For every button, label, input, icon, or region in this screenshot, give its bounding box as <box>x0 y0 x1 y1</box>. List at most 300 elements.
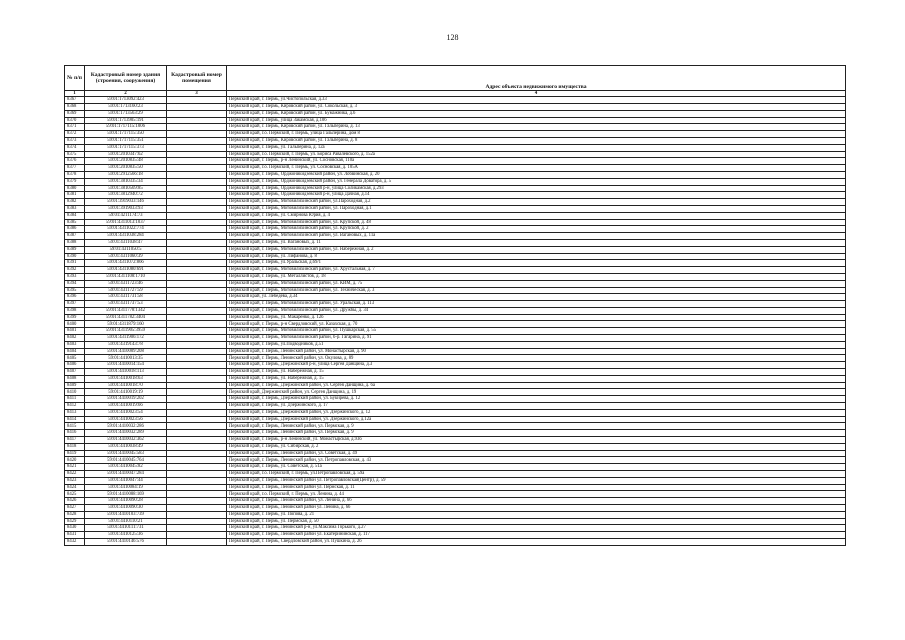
table-row <box>65 212 846 219</box>
address-cell: Пермский край, г. Пермь, Орджоникидзевский р-н, улица Дачная, д.14 <box>227 192 846 199</box>
table-row <box>65 137 846 144</box>
address-cell: Пермский край, г. Пермь, Мотовилихинский район, ул. Пушкарская, д. 55 <box>227 328 846 335</box>
table-row <box>65 253 846 260</box>
premises-cadastral-number-cell <box>167 382 227 389</box>
address-cell: Пермский край, г. Пермь, ул. Советская, д. 51а <box>227 464 846 471</box>
address-cell: Пермский край, г. Пермь, ул. Смирнова Юрия, д. 4 <box>227 212 846 219</box>
building-cadastral-number-cell: 59:01:4311072:866 <box>85 260 167 267</box>
table-row <box>65 294 846 301</box>
building-cadastral-number-cell: 59:01:4410018:70 <box>85 382 167 389</box>
address-cell: Пермский край, г. Пермь, Свердловский район, ул. Пушкина, д. 26 <box>227 538 846 545</box>
address-cell: Пермский край, г. Пермь, Ленинский район ул. Ленина, д. 66 <box>227 505 846 512</box>
premises-cadastral-number-cell <box>167 219 227 226</box>
address-cell: Пермский край, г. Пермь, Дзержинский район, ул. Букирева, д. 12 <box>227 396 846 403</box>
premises-cadastral-number-cell <box>167 131 227 138</box>
premises-cadastral-number-cell <box>167 110 227 117</box>
address-cell: Пермский край, г. Пермь, ул.Подводников, д.51 <box>227 341 846 348</box>
premises-cadastral-number-cell <box>167 416 227 423</box>
table-row <box>65 165 846 172</box>
building-cadastral-number-cell: 59:01:4410045:764 <box>85 457 167 464</box>
premises-cadastral-number-cell <box>167 171 227 178</box>
row-number-cell: 8386 <box>65 226 85 233</box>
building-cadastral-number-cell: 59:01:4410038:49 <box>85 443 167 450</box>
table-row <box>65 403 846 410</box>
table-row <box>65 382 846 389</box>
premises-cadastral-number-cell <box>167 464 227 471</box>
address-cell: Пермский край, г. Пермь, ул. Набережная, д. 15 <box>227 369 846 376</box>
table-row <box>65 416 846 423</box>
premises-cadastral-number-cell <box>167 328 227 335</box>
premises-cadastral-number-cell <box>167 158 227 165</box>
row-number-cell: 8400 <box>65 321 85 328</box>
premises-cadastral-number-cell <box>167 124 227 131</box>
address-cell: Пермский край, г.о. Пермский, г. Пермь, ул. Сосновская, д. 105А <box>227 165 846 172</box>
table-row <box>65 131 846 138</box>
row-number-cell: 8383 <box>65 205 85 212</box>
address-cell: Пермский край, г. Пермь, Мотовилихинский район, ул. Набережная, д. 2 <box>227 246 846 253</box>
address-cell: Пермский край, г. Пермь, ул. Макаренко, д. 12б <box>227 314 846 321</box>
table-row <box>65 287 846 294</box>
address-cell: Пермский край, г. Пермь, Ленинский район ул. Екатерининская, д. 117 <box>227 532 846 539</box>
premises-cadastral-number-cell <box>167 450 227 457</box>
building-cadastral-number-cell: 59:01:4410019:202 <box>85 396 167 403</box>
row-number-cell: 8410 <box>65 389 85 396</box>
table-row <box>65 97 846 104</box>
address-cell: Пермский край, г. Пермь, Ленинский район, ул. Советская, д. 49 <box>227 450 846 457</box>
address-cell: Пермский край, г. Пермь, Ленинский район, ул. Ленина, д. 66 <box>227 498 846 505</box>
row-number-cell: 8392 <box>65 267 85 274</box>
address-cell: Пермский край, г.о. Пермский, г. Пермь, ул. Бориса Равалевского, д. 152а <box>227 151 846 158</box>
premises-cadastral-number-cell <box>167 246 227 253</box>
building-cadastral-number-cell: 59:01:4410019:66 <box>85 403 167 410</box>
row-number-cell: 8395 <box>65 287 85 294</box>
premises-cadastral-number-cell <box>167 239 227 246</box>
premises-cadastral-number-cell <box>167 505 227 512</box>
address-cell: Пермский край, г. Пермь, ул. Лифанова, д. 8 <box>227 253 846 260</box>
premises-cadastral-number-cell <box>167 525 227 532</box>
row-number-cell: 8424 <box>65 484 85 491</box>
building-cadastral-number-cell: 59:01:4319143:78 <box>85 341 167 348</box>
row-number-cell: 8403 <box>65 341 85 348</box>
address-cell: Пермский край, г. Пермь, Кировский район, ул. Гальперина, д. 13 <box>227 124 846 131</box>
building-cadastral-number-cell: 59:01:3810335:34 <box>85 178 167 185</box>
premises-cadastral-number-cell <box>167 97 227 104</box>
premises-cadastral-number-cell <box>167 430 227 437</box>
premises-cadastral-number-cell <box>167 151 227 158</box>
address-cell: Пермский край, г. Пермь, Ленинский район ул. Петропавловская(Центр), д. 59 <box>227 477 846 484</box>
row-number-cell: 8404 <box>65 348 85 355</box>
address-cell: Пермский край, г. Пермь, Мотовилихинский район, ул. Дружбы, д. 34 <box>227 307 846 314</box>
table-row <box>65 511 846 518</box>
building-cadastral-number-cell: 59:01:4311038:47 <box>85 239 167 246</box>
premises-cadastral-number-cell <box>167 165 227 172</box>
address-cell: Пермский край, г. Пермь, Дзержинский район, ул. Сергея Данщина, д. 6а <box>227 382 846 389</box>
premises-cadastral-number-cell <box>167 423 227 430</box>
row-number-cell: 8380 <box>65 185 85 192</box>
row-number-cell: 8378 <box>65 171 85 178</box>
table-row <box>65 430 846 437</box>
row-number-cell: 8425 <box>65 491 85 498</box>
address-cell: Пермский край, Дзержинский район, ул. Сергея Данщина, д. 19 <box>227 389 846 396</box>
row-number-cell: 8370 <box>65 117 85 124</box>
column-number: 1 <box>65 91 85 97</box>
premises-cadastral-number-cell <box>167 226 227 233</box>
premises-cadastral-number-cell <box>167 518 227 525</box>
building-cadastral-number-cell: 59:01:3810569:85 <box>85 185 167 192</box>
table-row <box>65 471 846 478</box>
building-cadastral-number-cell: 59:01:4211174:73 <box>85 212 167 219</box>
table-row <box>65 457 846 464</box>
premises-cadastral-number-cell <box>167 260 227 267</box>
premises-cadastral-number-cell <box>167 477 227 484</box>
building-cadastral-number-cell: 59:01:4311038:284 <box>85 233 167 240</box>
row-number-cell: 8376 <box>65 158 85 165</box>
address-cell: Пермский край, г. Пермь, Ленинский район, ул. Петропавловская, д. 43 <box>227 457 846 464</box>
premises-cadastral-number-cell <box>167 307 227 314</box>
row-number-cell: 8414 <box>65 416 85 423</box>
table-row <box>65 355 846 362</box>
row-number-cell: 8382 <box>65 199 85 206</box>
premises-cadastral-number-cell <box>167 409 227 416</box>
address-cell: Пермский край, г. Пермь, р-н Ленинский, ул. Сосновская, 110а <box>227 158 846 165</box>
address-cell: Пермский край, г. Пермь, Мотовилихинский район, б-р. Гагарина, д. 91 <box>227 335 846 342</box>
row-number-cell: 8408 <box>65 375 85 382</box>
address-cell: Пермский край, г. Пермь, ул. Попова, д. 21 <box>227 511 846 518</box>
row-number-cell: 8418 <box>65 443 85 450</box>
row-number-cell: 8397 <box>65 301 85 308</box>
table-row <box>65 246 846 253</box>
address-cell: Пермский край, г. Пермь, Дзержинский р-н, улица Сергея Данщина, д.3 <box>227 362 846 369</box>
building-cadastral-number-cell: 59:01:3919033:146 <box>85 199 167 206</box>
building-cadastral-number-cell: 59:01:4410103:739 <box>85 511 167 518</box>
building-cadastral-number-cell: 59:01:4410032:362 <box>85 437 167 444</box>
address-cell: Пермский край, г. Пермь, ул.Чистопольская, д.33 <box>227 97 846 104</box>
address-cell: Пермский край, г. Пермь, Мотовилихинский район, ул. Вагановых, д. 11а <box>227 233 846 240</box>
row-number-cell: 8393 <box>65 273 85 280</box>
table-row <box>65 321 846 328</box>
premises-cadastral-number-cell <box>167 185 227 192</box>
row-number-cell: 8407 <box>65 369 85 376</box>
table-row <box>65 314 846 321</box>
building-cadastral-number-cell: 59:01:4311906:172 <box>85 335 167 342</box>
premises-cadastral-number-cell <box>167 362 227 369</box>
premises-cadastral-number-cell <box>167 484 227 491</box>
table-row <box>65 464 846 471</box>
table-row <box>65 226 846 233</box>
premises-cadastral-number-cell <box>167 355 227 362</box>
table-row <box>65 192 846 199</box>
address-cell: Пермский край, г. Пермь, Ленинский район, ул. Пермская, д. 9 <box>227 430 846 437</box>
row-number-cell: 8387 <box>65 233 85 240</box>
premises-cadastral-number-cell <box>167 437 227 444</box>
address-cell: Пермский край, г. Пермь, Дзержинский район, ул. Дзержинского, д.12а <box>227 416 846 423</box>
premises-cadastral-number-cell <box>167 117 227 124</box>
building-cadastral-number-cell: 59:01:4410032:289 <box>85 430 167 437</box>
address-cell: Пермский край, г. Пермь, Кировский район, ул. Гальперина, д. 8 <box>227 137 846 144</box>
building-cadastral-number-cell: 59:01:1717115:1006 <box>85 124 167 131</box>
address-cell: Пермский край, г. Пермь, Мотовилихинский район, ул. Техническая, д. 3 <box>227 287 846 294</box>
table-row <box>65 110 846 117</box>
property-registry-table <box>64 65 846 546</box>
address-cell: Пермский край, г. Пермь, ул. Гальперина, д. 12а <box>227 144 846 151</box>
address-cell: Пермский край, г. Пермь, Мотовилихинский район, ул. Пароходная, д.1 <box>227 205 846 212</box>
table-row <box>65 437 846 444</box>
row-number-cell: 8385 <box>65 219 85 226</box>
building-cadastral-number-cell: 59:01:4311879:160 <box>85 321 167 328</box>
row-number-cell: 8381 <box>65 192 85 199</box>
building-cadastral-number-cell: 59:01:4410111:731 <box>85 525 167 532</box>
premises-cadastral-number-cell <box>167 443 227 450</box>
address-cell: Пермский край, г. Пермь, Ленинский район, ул. Пермская, д. 9 <box>227 423 846 430</box>
row-number-cell: 8417 <box>65 437 85 444</box>
table-row <box>65 505 846 512</box>
premises-cadastral-number-cell <box>167 273 227 280</box>
row-number-cell: 8375 <box>65 151 85 158</box>
table-row <box>65 171 846 178</box>
row-number-cell: 8379 <box>65 178 85 185</box>
row-number-cell: 8389 <box>65 246 85 253</box>
building-cadastral-number-cell: 59:01:4410023:54 <box>85 409 167 416</box>
row-number-cell: 8420 <box>65 457 85 464</box>
table-row <box>65 205 846 212</box>
row-number-cell: 8412 <box>65 403 85 410</box>
table-row <box>65 369 846 376</box>
premises-cadastral-number-cell <box>167 212 227 219</box>
building-cadastral-number-cell: 59:01:4311778:1342 <box>85 307 167 314</box>
premises-cadastral-number-cell <box>167 233 227 240</box>
building-cadastral-number-cell: 59:01:1713160:23 <box>85 103 167 110</box>
premises-cadastral-number-cell <box>167 491 227 498</box>
row-number-cell: 8406 <box>65 362 85 369</box>
premises-cadastral-number-cell <box>167 348 227 355</box>
building-cadastral-number-cell: 59:01:4410110:21 <box>85 518 167 525</box>
row-number-cell: 8432 <box>65 538 85 545</box>
table-row <box>65 532 846 539</box>
table-row <box>65 498 846 505</box>
premises-cadastral-number-cell <box>167 375 227 382</box>
building-cadastral-number-cell: 59:01:4311050:5 <box>85 246 167 253</box>
table-row <box>65 491 846 498</box>
building-cadastral-number-cell: 59:01:4410014:154 <box>85 362 167 369</box>
table-row <box>65 335 846 342</box>
premises-cadastral-number-cell <box>167 178 227 185</box>
premises-cadastral-number-cell <box>167 403 227 410</box>
building-cadastral-number-cell: 59:01:4410045:82 <box>85 464 167 471</box>
table-row <box>65 423 846 430</box>
building-cadastral-number-cell: 59:01:4410045:583 <box>85 450 167 457</box>
address-cell: Пермский край, г. Пермь, Ленинский район, ул. Окулова, д. 89 <box>227 355 846 362</box>
row-number-cell: 8377 <box>65 165 85 172</box>
address-cell: Пермский край, г. Пермь, р-н Свердловский, ул. Казахская, д. 70 <box>227 321 846 328</box>
address-cell: Пермский край, г. Пермь, Кировский район, ул. Бумажника, д.6 <box>227 110 846 117</box>
table-row <box>65 260 846 267</box>
premises-cadastral-number-cell <box>167 396 227 403</box>
table-row <box>65 239 846 246</box>
table-row <box>65 185 846 192</box>
building-cadastral-number-cell: 59:01:4311723:46 <box>85 280 167 287</box>
table-row <box>65 103 846 110</box>
building-cadastral-number-cell: 59:01:4311013:1037 <box>85 219 167 226</box>
building-cadastral-number-cell: 59:01:4311060:39 <box>85 253 167 260</box>
building-cadastral-number-cell: 59:01:4311727:59 <box>85 287 167 294</box>
address-cell: Пермский край, г. Пермь, Мотовилихинский район, ул. Крупской, д. 48 <box>227 219 846 226</box>
premises-cadastral-number-cell <box>167 457 227 464</box>
premises-cadastral-number-cell <box>167 341 227 348</box>
row-number-cell: 8367 <box>65 97 85 104</box>
building-cadastral-number-cell: 59:01:2010835:48 <box>85 158 167 165</box>
table-row <box>65 233 846 240</box>
address-cell: Пермский край, г. Пермь, Мотовилихинский район, ул. Крупской, д. 2 <box>227 226 846 233</box>
premises-cadastral-number-cell <box>167 389 227 396</box>
page-number: 128 <box>446 33 459 42</box>
header-address: Адрес объекта недвижимого имущества <box>227 66 846 91</box>
row-number-cell: 8398 <box>65 307 85 314</box>
table-row <box>65 477 846 484</box>
row-number-cell: 8401 <box>65 328 85 335</box>
building-cadastral-number-cell: 59:01:1713092:423 <box>85 97 167 104</box>
table-row <box>65 525 846 532</box>
row-number-cell: 8429 <box>65 518 85 525</box>
row-number-cell: 8388 <box>65 239 85 246</box>
table-row <box>65 178 846 185</box>
address-cell: Пермский край, г. Пермь, Ленинский район ул. Пермская, д. 11 <box>227 484 846 491</box>
building-cadastral-number-cell: 59:01:4410088:169 <box>85 491 167 498</box>
building-cadastral-number-cell: 59:01:4311080:691 <box>85 267 167 274</box>
building-cadastral-number-cell: 59:01:4311731:58 <box>85 294 167 301</box>
table-row <box>65 348 846 355</box>
address-cell: Пермский край, г. Пермь, Дзержинский район, ул. Дзержинского, д. 12 <box>227 409 846 416</box>
address-cell: Пермский край, г. Пермь, ул. Сибирская, д. 2 <box>227 443 846 450</box>
table-row <box>65 409 846 416</box>
building-cadastral-number-cell: 59:01:4410047:284 <box>85 471 167 478</box>
address-cell: Пермский край, г. Пермь, Мотовилихинский район, ул. КИМ, д. 75 <box>227 280 846 287</box>
premises-cadastral-number-cell <box>167 538 227 545</box>
building-cadastral-number-cell: 59:01:4410018:63 <box>85 375 167 382</box>
row-number-cell: 8384 <box>65 212 85 219</box>
row-number-cell: 8419 <box>65 450 85 457</box>
row-number-cell: 8423 <box>65 477 85 484</box>
building-cadastral-number-cell: 59:01:4410090:28 <box>85 498 167 505</box>
address-cell: Пермский край, г. Пермь, Орджоникидзевский р-н, улица Соликамская, д.293 <box>227 185 846 192</box>
table-row <box>65 450 846 457</box>
table-row <box>65 307 846 314</box>
building-cadastral-number-cell: 59:01:4410084:19 <box>85 484 167 491</box>
building-cadastral-number-cell: 59:01:4311022:774 <box>85 226 167 233</box>
building-cadastral-number-cell: 59:01:1717115:350 <box>85 131 167 138</box>
row-number-cell: 8391 <box>65 260 85 267</box>
premises-cadastral-number-cell <box>167 369 227 376</box>
premises-cadastral-number-cell <box>167 192 227 199</box>
address-cell: Пермский край, г.о. Пермский, г. Пермь, улица Гальперина, дом 8 <box>227 131 846 138</box>
table-row <box>65 267 846 274</box>
address-cell: Пермский край, г. Пермь, ул. Металлистов, д. 18 <box>227 273 846 280</box>
premises-cadastral-number-cell <box>167 280 227 287</box>
building-cadastral-number-cell: 59:01:2912566:18 <box>85 171 167 178</box>
address-cell: Пермский край, г. Пермь, Ленинский район, ул. Монастырская, д. 90 <box>227 348 846 355</box>
row-number-cell: 8405 <box>65 355 85 362</box>
address-cell: Пермский край, г.о. Пермский, г. Пермь, ул.Петропавловская, д. 59а <box>227 471 846 478</box>
row-number-cell: 8416 <box>65 430 85 437</box>
row-number-cell: 8427 <box>65 505 85 512</box>
table-row <box>65 280 846 287</box>
row-number-cell: 8402 <box>65 335 85 342</box>
building-cadastral-number-cell: 59:01:4410013:35 <box>85 355 167 362</box>
premises-cadastral-number-cell <box>167 314 227 321</box>
table-row <box>65 538 846 545</box>
building-cadastral-number-cell: 59:01:4311108:1710 <box>85 273 167 280</box>
premises-cadastral-number-cell <box>167 471 227 478</box>
building-cadastral-number-cell: 59:01:2010835:50 <box>85 165 167 172</box>
building-cadastral-number-cell: 59:01:1717115:373 <box>85 144 167 151</box>
row-number-cell: 8422 <box>65 471 85 478</box>
header-premises-cadastral-number: Кадастровый номер помещения <box>167 66 227 91</box>
address-cell: Пермский край, г. Пермь, улица Закамская, д.106 <box>227 117 846 124</box>
building-cadastral-number-cell: 59:01:4410018:113 <box>85 369 167 376</box>
premises-cadastral-number-cell <box>167 532 227 539</box>
building-cadastral-number-cell: 59:01:1717115:351 <box>85 137 167 144</box>
address-cell: Пермский край, г. Пермь, ул.Уральская, д.69/1 <box>227 260 846 267</box>
building-cadastral-number-cell: 59:01:4410090:30 <box>85 505 167 512</box>
building-cadastral-number-cell: 59:01:4410032:286 <box>85 423 167 430</box>
table-row <box>65 396 846 403</box>
premises-cadastral-number-cell <box>167 199 227 206</box>
building-cadastral-number-cell: 59:01:2010347:62 <box>85 151 167 158</box>
address-cell: Пермский край, г. Пермь, ул. Дзержинского, д. 17 <box>227 403 846 410</box>
table-row <box>65 117 846 124</box>
row-number-cell: 8372 <box>65 131 85 138</box>
row-number-cell: 8394 <box>65 280 85 287</box>
table-row <box>65 273 846 280</box>
table-row <box>65 362 846 369</box>
address-cell: Пермский край, г. Пермь, Мотовилихинский район, ул. Уральская, д. 113 <box>227 301 846 308</box>
address-cell: Пермский край, г. Пермь, Орджоникидзевский район, ул. Лобвинская, д. 20 <box>227 171 846 178</box>
address-cell: Пермский край, г. Пермь, Ленинский р-н, ул.Максима Горького, д.27 <box>227 525 846 532</box>
row-number-cell: 8411 <box>65 396 85 403</box>
table-body <box>65 97 846 546</box>
building-cadastral-number-cell: 59:01:4410047:44 <box>85 477 167 484</box>
address-cell: Пермский край, г. Пермь, ул. Набережная, д. 15 <box>227 375 846 382</box>
premises-cadastral-number-cell <box>167 287 227 294</box>
premises-cadastral-number-cell <box>167 294 227 301</box>
table-row <box>65 389 846 396</box>
building-cadastral-number-cell: 59:01:4410146:576 <box>85 538 167 545</box>
table-row <box>65 124 846 131</box>
building-cadastral-number-cell: 59:01:4410023:56 <box>85 416 167 423</box>
column-number: 2 <box>85 91 167 97</box>
premises-cadastral-number-cell <box>167 205 227 212</box>
address-cell: Пермский край, г. Пермь, Мотовилихинский район, ул.Пароходная, д.2 <box>227 199 846 206</box>
row-number-cell: 8430 <box>65 525 85 532</box>
premises-cadastral-number-cell <box>167 321 227 328</box>
row-number-cell: 8409 <box>65 382 85 389</box>
address-cell: Пермский край, г. Пермь, р-н Ленинский, ул. Монастырская, д.93б <box>227 437 846 444</box>
row-number-cell: 8415 <box>65 423 85 430</box>
building-cadastral-number-cell: 59:01:3812940:72 <box>85 192 167 199</box>
row-number-cell: 8431 <box>65 532 85 539</box>
premises-cadastral-number-cell <box>167 253 227 260</box>
building-cadastral-number-cell: 59:01:3919033:93 <box>85 205 167 212</box>
building-cadastral-number-cell: 59:01:4311782:3404 <box>85 314 167 321</box>
premises-cadastral-number-cell <box>167 511 227 518</box>
header-building-cadastral-number: Кадастровый номер здания (строения, сооружения) <box>85 66 167 91</box>
premises-cadastral-number-cell <box>167 144 227 151</box>
row-number-cell: 8390 <box>65 253 85 260</box>
row-number-cell: 8421 <box>65 464 85 471</box>
row-number-cell: 8426 <box>65 498 85 505</box>
table-row <box>65 199 846 206</box>
row-number-cell: 8369 <box>65 110 85 117</box>
table-row <box>65 158 846 165</box>
